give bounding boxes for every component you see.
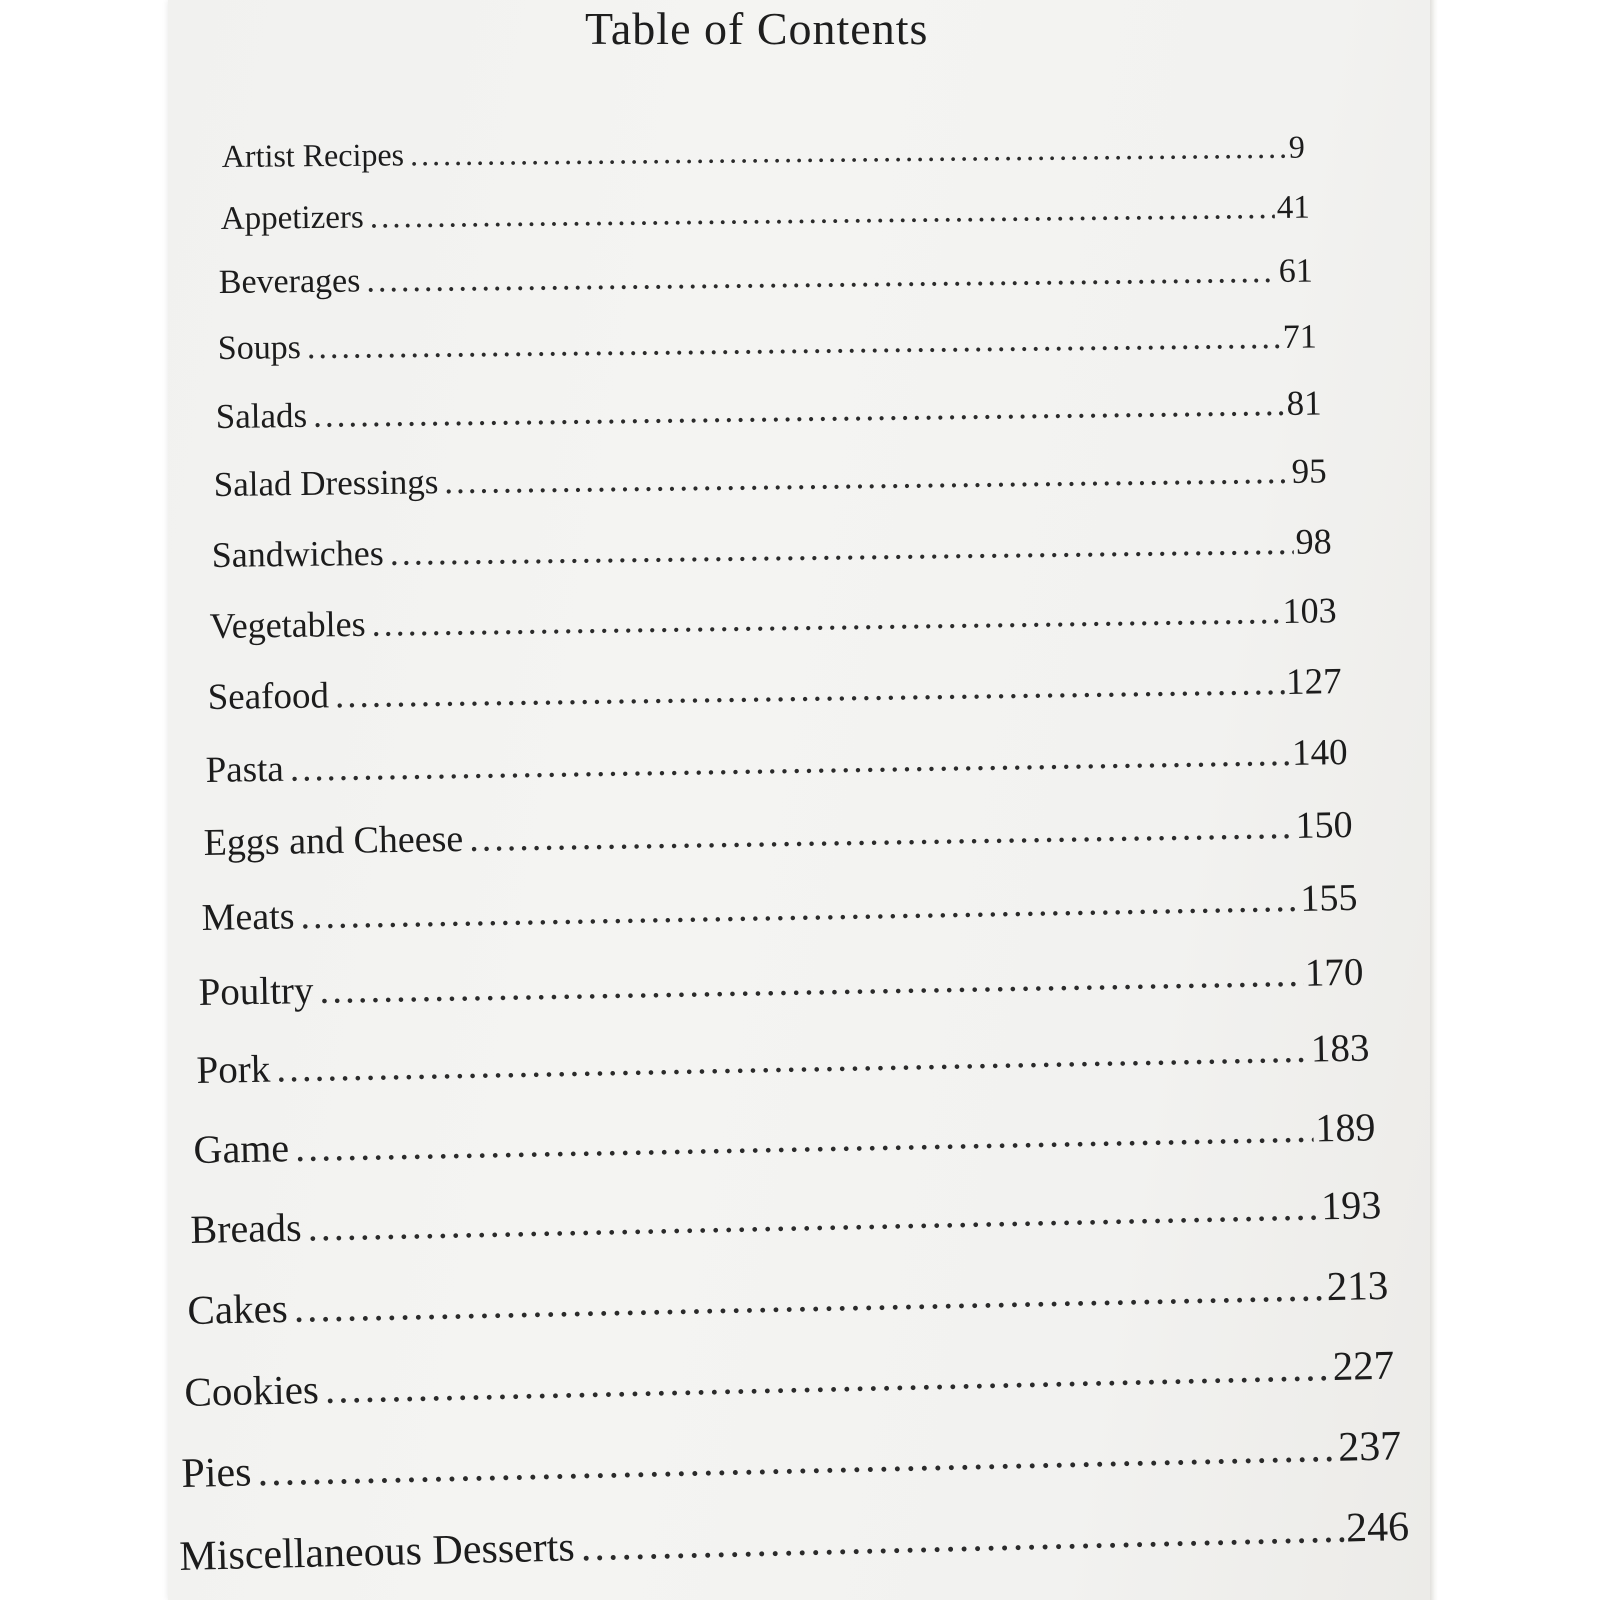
dot-leader xyxy=(371,590,1281,645)
toc-entry xyxy=(201,876,1358,940)
dot-leader xyxy=(307,1182,1320,1250)
toc-entry xyxy=(196,1025,1370,1093)
toc-entry-title: Pies xyxy=(180,1449,252,1498)
toc-entry-title: Sandwiches xyxy=(211,532,384,576)
toc-entry xyxy=(187,1261,1389,1334)
toc-entry-page-number: 237 xyxy=(1337,1423,1402,1471)
toc-entry-page-number: 81 xyxy=(1286,383,1322,423)
dot-leader xyxy=(257,1424,1337,1496)
toc-entry xyxy=(205,731,1348,792)
toc-entry-page-number: 170 xyxy=(1304,950,1364,995)
toc-entry xyxy=(207,660,1341,719)
dot-leader xyxy=(293,1262,1325,1332)
toc-entry-title: Cookies xyxy=(183,1365,320,1416)
toc-entry-title: Poultry xyxy=(198,969,314,1015)
toc-entry-title: Salad Dressings xyxy=(213,462,439,505)
toc-entry xyxy=(179,1503,1410,1581)
dot-leader xyxy=(580,1505,1345,1572)
toc-entry-page-number: 41 xyxy=(1276,189,1310,226)
toc-entry-page-number: 98 xyxy=(1295,521,1332,562)
toc-entry xyxy=(198,950,1364,1015)
toc-entry-title: Salads xyxy=(215,395,308,437)
toc-entry-title: Vegetables xyxy=(209,603,366,647)
toc-entry-page-number: 127 xyxy=(1285,661,1342,703)
dot-leader xyxy=(313,384,1285,436)
toc-entry-title: Pasta xyxy=(205,748,285,792)
toc-entry xyxy=(190,1181,1382,1253)
toc-entry-title: Appetizers xyxy=(220,199,364,238)
toc-entry xyxy=(222,129,1305,175)
toc-entry-page-number: 189 xyxy=(1314,1104,1376,1151)
dot-leader xyxy=(366,253,1277,301)
toc-entry-title: Meats xyxy=(201,895,295,940)
dot-leader xyxy=(335,661,1285,717)
toc-entry xyxy=(218,318,1317,368)
toc-entry xyxy=(209,589,1336,647)
toc-entry xyxy=(219,253,1313,302)
toc-entry-title: Seafood xyxy=(207,675,330,719)
toc-entry xyxy=(221,190,1310,238)
toc-entry-title: Artist Recipes xyxy=(221,136,405,175)
toc-entry-title: Breads xyxy=(190,1204,303,1253)
toc-entry xyxy=(184,1341,1395,1416)
toc-entry-title: Miscellaneous Desserts xyxy=(178,1524,576,1581)
toc-entry-page-number: 227 xyxy=(1332,1341,1395,1389)
toc-entry xyxy=(181,1422,1402,1498)
toc-entry-page-number: 71 xyxy=(1282,318,1317,356)
dot-leader xyxy=(469,804,1294,861)
toc-entry-page-number: 103 xyxy=(1282,590,1337,632)
dot-leader xyxy=(389,521,1293,574)
toc-entry-title: Pork xyxy=(196,1047,271,1093)
dot-leader xyxy=(289,732,1290,791)
dot-leader xyxy=(444,452,1290,502)
toc-entry xyxy=(211,520,1331,576)
dot-leader xyxy=(307,319,1281,367)
toc-entry-page-number: 9 xyxy=(1288,128,1305,165)
toc-entry xyxy=(203,803,1353,865)
toc-entry-page-number: 183 xyxy=(1310,1026,1370,1071)
dot-leader xyxy=(295,1105,1314,1172)
toc-entry-page-number: 246 xyxy=(1345,1503,1410,1552)
toc-entry-page-number: 95 xyxy=(1291,451,1327,491)
page-title: Table of Contents xyxy=(585,3,929,54)
toc-entry-title: Game xyxy=(193,1125,290,1173)
toc-entry xyxy=(216,383,1322,437)
toc-entry-title: Soups xyxy=(217,329,302,368)
toc-entry xyxy=(193,1103,1376,1173)
dot-leader xyxy=(319,951,1303,1013)
toc-entry-page-number: 155 xyxy=(1300,876,1358,920)
toc-entry-page-number: 140 xyxy=(1291,732,1348,774)
dot-leader xyxy=(276,1027,1309,1092)
toc-entry-page-number: 61 xyxy=(1278,252,1313,290)
toc-entry-page-number: 213 xyxy=(1326,1261,1389,1310)
dot-leader xyxy=(324,1342,1331,1413)
dot-leader xyxy=(410,129,1287,174)
toc-entry-title: Eggs and Cheese xyxy=(203,817,464,865)
dot-leader xyxy=(370,190,1275,236)
toc-entry-title: Cakes xyxy=(187,1284,289,1334)
toc-entry-page-number: 150 xyxy=(1295,803,1353,847)
dot-leader xyxy=(300,877,1299,938)
toc-entry-title: Beverages xyxy=(218,262,361,302)
toc-entry-page-number: 193 xyxy=(1320,1182,1382,1229)
toc-entry xyxy=(214,451,1327,505)
